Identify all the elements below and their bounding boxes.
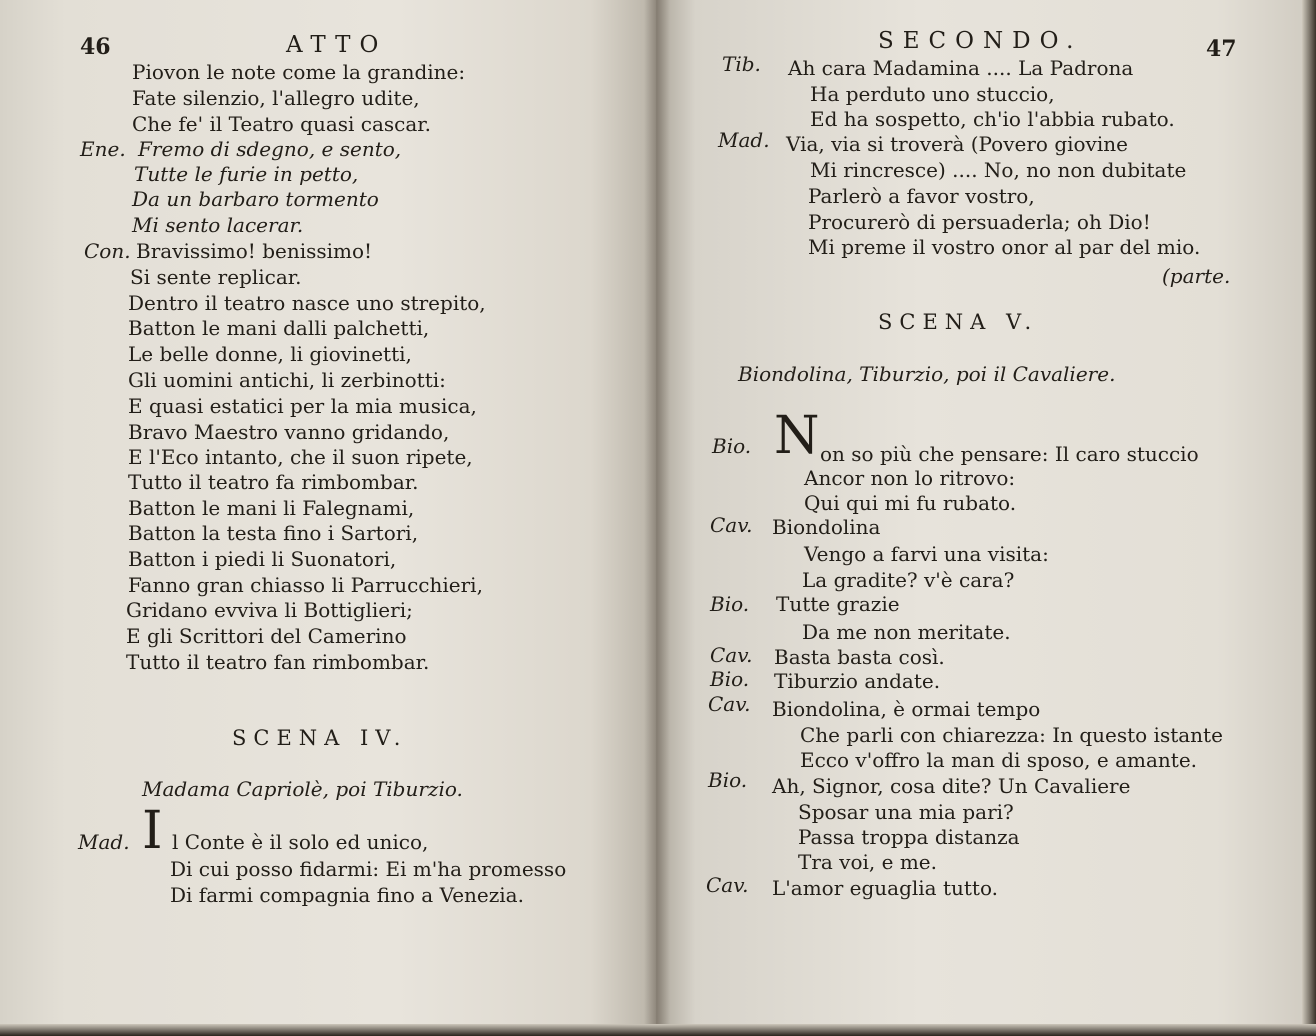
verse-line: Ed ha sospetto, ch'io l'abbia rubato. bbox=[810, 107, 1175, 131]
verse-line: Biondolina bbox=[772, 515, 881, 539]
verse-line: L'amor eguaglia tutto. bbox=[772, 876, 998, 900]
verse-line: l Conte è il solo ed unico, bbox=[172, 830, 429, 854]
verse-line: E gli Scrittori del Camerino bbox=[126, 624, 407, 648]
verse-line: Tutte le furie in petto, bbox=[134, 162, 359, 186]
page-edge-right bbox=[1302, 0, 1316, 1036]
verse-line: Tutte grazie bbox=[776, 592, 900, 616]
verse-line: Fanno gran chiasso li Parrucchieri, bbox=[128, 573, 483, 597]
verse-line: Tiburzio andate. bbox=[774, 669, 941, 693]
speaker-label: Cav. bbox=[706, 873, 749, 897]
verse-line: Fate silenzio, l'allegro udite, bbox=[132, 86, 420, 110]
verse-line: Tra voi, e me. bbox=[798, 850, 937, 874]
speaker-label: Bio. bbox=[710, 667, 750, 691]
scene-heading: SCENA IV. bbox=[232, 726, 408, 750]
verse-line: Batton le mani li Falegnami, bbox=[128, 496, 415, 520]
verse-line: Passa troppa distanza bbox=[798, 825, 1020, 849]
verse-line: Mi rincresce) .... No, no non dubitate bbox=[810, 158, 1187, 182]
verse-line: Basta basta così. bbox=[774, 645, 945, 669]
verse-line: Dentro il teatro nasce uno strepito, bbox=[128, 291, 486, 315]
verse-line: Di farmi compagnia fino a Venezia. bbox=[170, 883, 524, 907]
verse-line: Da me non meritate. bbox=[802, 620, 1011, 644]
speaker-label: Bio. bbox=[708, 768, 748, 792]
verse-line: E l'Eco intanto, che il suon ripete, bbox=[128, 445, 473, 469]
page-number: 46 bbox=[80, 34, 111, 60]
verse-line: Vengo a farvi una visita: bbox=[804, 542, 1049, 566]
verse-line: on so più che pensare: Il caro stuccio bbox=[820, 442, 1199, 466]
book-gutter bbox=[644, 0, 670, 1036]
verse-line: Batton la testa fino i Sartori, bbox=[128, 521, 419, 545]
verse-line: Di cui posso fidarmi: Ei m'ha promesso bbox=[170, 857, 567, 881]
scene-characters: Madama Capriolè, poi Tiburzio. bbox=[142, 777, 463, 801]
verse-line: Tutto il teatro fa rimbombar. bbox=[128, 470, 419, 494]
verse-line: Ecco v'offro la man di sposo, e amante. bbox=[800, 748, 1198, 772]
verse-line: Mi preme il vostro onor al par del mio. bbox=[808, 235, 1201, 259]
speaker-label: Cav. bbox=[708, 692, 751, 716]
speaker-label: Mad. bbox=[718, 128, 770, 152]
verse-line: Mi sento lacerar. bbox=[132, 213, 304, 237]
verse-line: Da un barbaro tormento bbox=[132, 187, 379, 211]
verse-line: Ah, Signor, cosa dite? Un Cavaliere bbox=[772, 774, 1131, 798]
scene-heading: SCENA V. bbox=[878, 310, 1039, 334]
speaker-label: Cav. bbox=[710, 513, 753, 537]
verse-line: Tutto il teatro fan rimbombar. bbox=[126, 650, 430, 674]
speaker-label: Bio. bbox=[710, 592, 750, 616]
speaker-label: Bio. bbox=[712, 434, 752, 458]
verse-line: Gli uomini antichi, li zerbinotti: bbox=[128, 368, 446, 392]
running-head: SECONDO. bbox=[878, 28, 1083, 54]
drop-cap: N bbox=[774, 406, 820, 466]
verse-line: Ah cara Madamina .... La Padrona bbox=[788, 56, 1134, 80]
verse-line: Ancor non lo ritrovo: bbox=[804, 466, 1016, 490]
verse-line: Bravo Maestro vanno gridando, bbox=[128, 420, 450, 444]
verse-line: Batton le mani dalli palchetti, bbox=[128, 316, 430, 340]
verse-line: La gradite? v'è cara? bbox=[802, 568, 1015, 592]
speaker-label: Cav. bbox=[710, 643, 753, 667]
verse-line: Biondolina, è ormai tempo bbox=[772, 697, 1041, 721]
verse-line: Che fe' il Teatro quasi cascar. bbox=[132, 112, 432, 136]
verse-line: Via, via si troverà (Povero giovine bbox=[786, 132, 1128, 156]
speaker-label: Ene. bbox=[80, 137, 126, 161]
speaker-label: Con. bbox=[84, 239, 131, 263]
verse-line: Piovon le note come la grandine: bbox=[132, 60, 466, 84]
speaker-label: Tib. bbox=[722, 52, 761, 76]
verse-line: Che parli con chiarezza: In questo istante bbox=[800, 723, 1223, 747]
running-head: ATTO bbox=[286, 32, 388, 58]
verse-line: Parlerò a favor vostro, bbox=[808, 184, 1035, 208]
page-number: 47 bbox=[1206, 36, 1237, 62]
verse-line: Le belle donne, li giovinetti, bbox=[128, 342, 412, 366]
scene-characters: Biondolina, Tiburzio, poi il Cavaliere. bbox=[738, 362, 1116, 386]
stage-direction: (parte. bbox=[1162, 264, 1231, 288]
right-page bbox=[656, 0, 1316, 1036]
verse-line: Si sente replicar. bbox=[130, 265, 302, 289]
page-edge-bottom bbox=[0, 1024, 1316, 1036]
left-page bbox=[0, 0, 656, 1036]
verse-line: Sposar una mia pari? bbox=[798, 800, 1014, 824]
speaker-label: Mad. bbox=[78, 830, 130, 854]
drop-cap: I bbox=[142, 801, 163, 861]
verse-line: Qui qui mi fu rubato. bbox=[804, 491, 1017, 515]
verse-line: Ha perduto uno stuccio, bbox=[810, 82, 1055, 106]
verse-line: E quasi estatici per la mia musica, bbox=[128, 394, 477, 418]
verse-line: Gridano evviva li Bottiglieri; bbox=[126, 598, 413, 622]
verse-line: Fremo di sdegno, e sento, bbox=[138, 137, 402, 161]
verse-line: Procurerò di persuaderla; oh Dio! bbox=[808, 210, 1151, 234]
verse-line: Batton i piedi li Suonatori, bbox=[128, 547, 397, 571]
verse-line: Bravissimo! benissimo! bbox=[136, 239, 373, 263]
